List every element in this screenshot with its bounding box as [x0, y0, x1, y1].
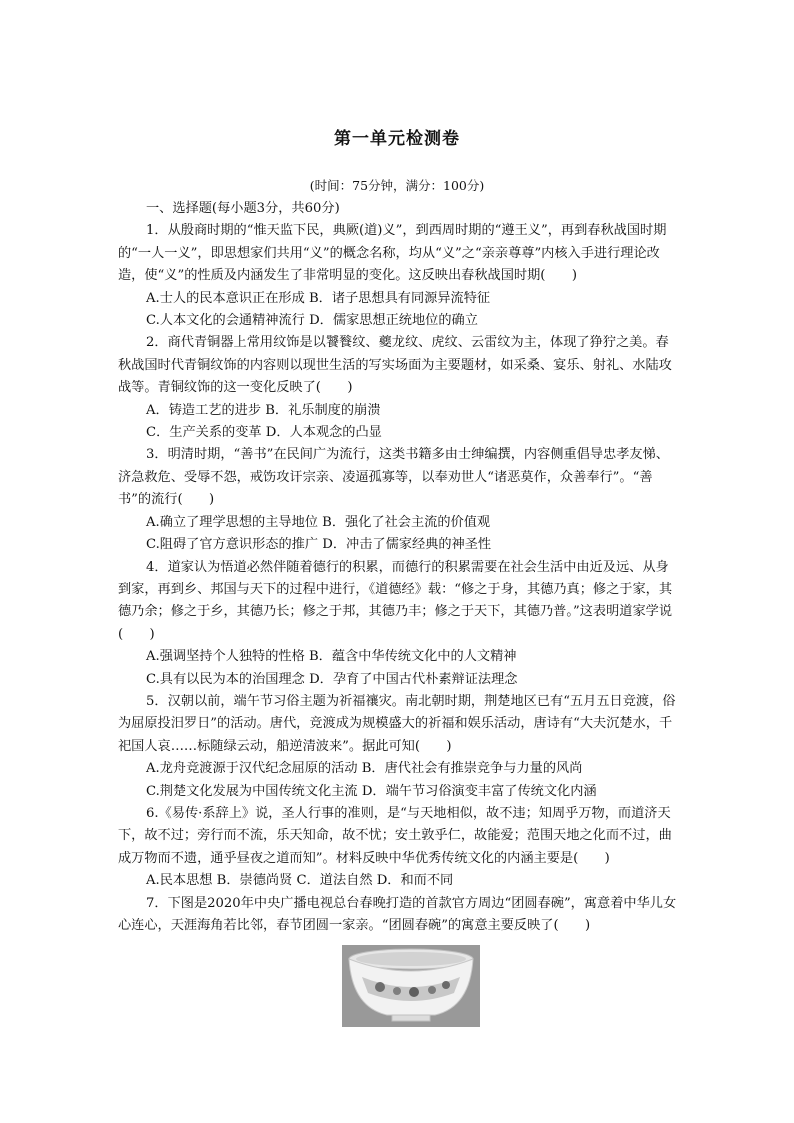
question-option: A.士人的民本意识正在形成 B．诸子思想具有同源异流特征: [146, 290, 491, 306]
question-option: A．铸造工艺的进步 B．礼乐制度的崩溃: [146, 402, 381, 418]
question-stem: 2．商代青铜器上常用纹饰是以饕餮纹、夔龙纹、虎纹、云雷纹为主，体现了狰狞之美。春秋战国时代青铜纹饰的内容则以现世生活的写实场面为主要题材，如采桑、宴乐、射礼、水陆攻战等。青铜纹饰的这一变化反映了( ): [118, 335, 672, 396]
question-stem: 4．道家认为悟道必然伴随着德行的积累，而德行的积累需要在社会生活中由近及远、从身到家，再到乡、邦国与天下的过程中进行，《道德经》载：“修之于身，其德乃真；修之于家，其德乃余；修之于乡，其德乃长；修之于邦，其德乃丰；修之于天下，其德乃普。”这表明道家学说( ): [118, 559, 673, 642]
question-option: C.阻碍了官方意识形态的推广 D．冲击了儒家经典的神圣性: [146, 537, 492, 553]
question-stem: 1．从殷商时期的“惟天监下民，典厥(道)义”，到西周时期的“遵王义”，再到春秋战国时期的“一人一义”，即思想家们共用“义”的概念名称，均从“义”之“亲亲尊尊”内核入手进行理论改造，使“义”的性质及内涵发生了非常明显的变化。这反映出春秋战国时期( ): [118, 223, 667, 284]
question-option: C．生产关系的变革 D．人本观念的凸显: [146, 425, 382, 441]
question-option: A.民本思想 B．崇德尚贤 C．道法自然 D．和而不同: [146, 873, 454, 889]
question-option: A.确立了理学思想的主导地位 B．强化了社会主流的价值观: [146, 514, 491, 530]
question-option: C.具有以民为本的治国理念 D．孕育了中国古代朴素辩证法理念: [146, 671, 518, 687]
question-option: C.人本文化的会通精神流行 D．儒家思想正统地位的确立: [146, 313, 478, 329]
question-option: C.荆楚文化发展为中国传统文化主流 D．端午节习俗演变丰富了传统文化内涵: [146, 783, 597, 799]
bowl-image: [342, 945, 480, 1027]
question-stem: 3．明清时期，“善书”在民间广为流行，这类书籍多由士绅编撰，内容侧重倡导忠孝友悌、济急救危、受辱不怨，戒饬攻讦宗亲、凌逼孤寡等，以奉劝世人“诸恶莫作，众善奉行”。“善书”的流行( ): [118, 447, 669, 508]
section-heading: 一、选择题(每小题3分，共60分): [146, 201, 340, 216]
question-stem: 6.《易传·系辞上》说，圣人行事的准则，是“与天地相似，故不违；知周乎万物，而道济天下，故不过；旁行而不流，乐天知命，故不忧；安土敦乎仁，故能爱；范围天地之化而不过，曲成万物而不遗，通乎昼夜之道而知”。材料反映中华优秀传统文化的内涵主要是( ): [118, 805, 672, 866]
question-stem: 7．下图是2020年中央广播电视总台春晚打造的首款官方周边“团圆春碗”，寓意着中华儿女心连心，天涯海角若比邻，春节团圆一家亲。“团圆春碗”的寓意主要反映了( ): [118, 895, 677, 933]
question-stem: 5．汉朝以前，端午节习俗主题为祈福禳灾。南北朝时期，荆楚地区已有“五月五日竞渡，俗为屈原投汨罗日”的活动。唐代，竞渡成为规模盛大的祈福和娱乐活动，唐诗有“大夫沉楚水，千祀国人哀……标随绿云动，船逆清波来”。据此可知( ): [118, 693, 676, 754]
exam-time-info: (时间：75分钟，满分：100分): [309, 178, 485, 193]
question-option: A.强调坚持个人独特的性格 B．蕴含中华传统文化中的人文精神: [146, 649, 517, 665]
question-body: [118, 198, 678, 1027]
question-option: A.龙舟竞渡源于汉代纪念屈原的活动 B．唐代社会有推崇竞争与力量的风尚: [146, 761, 583, 777]
page-title: 第一单元检测卷: [334, 129, 460, 149]
bowl-photo-icon: [342, 945, 480, 1027]
